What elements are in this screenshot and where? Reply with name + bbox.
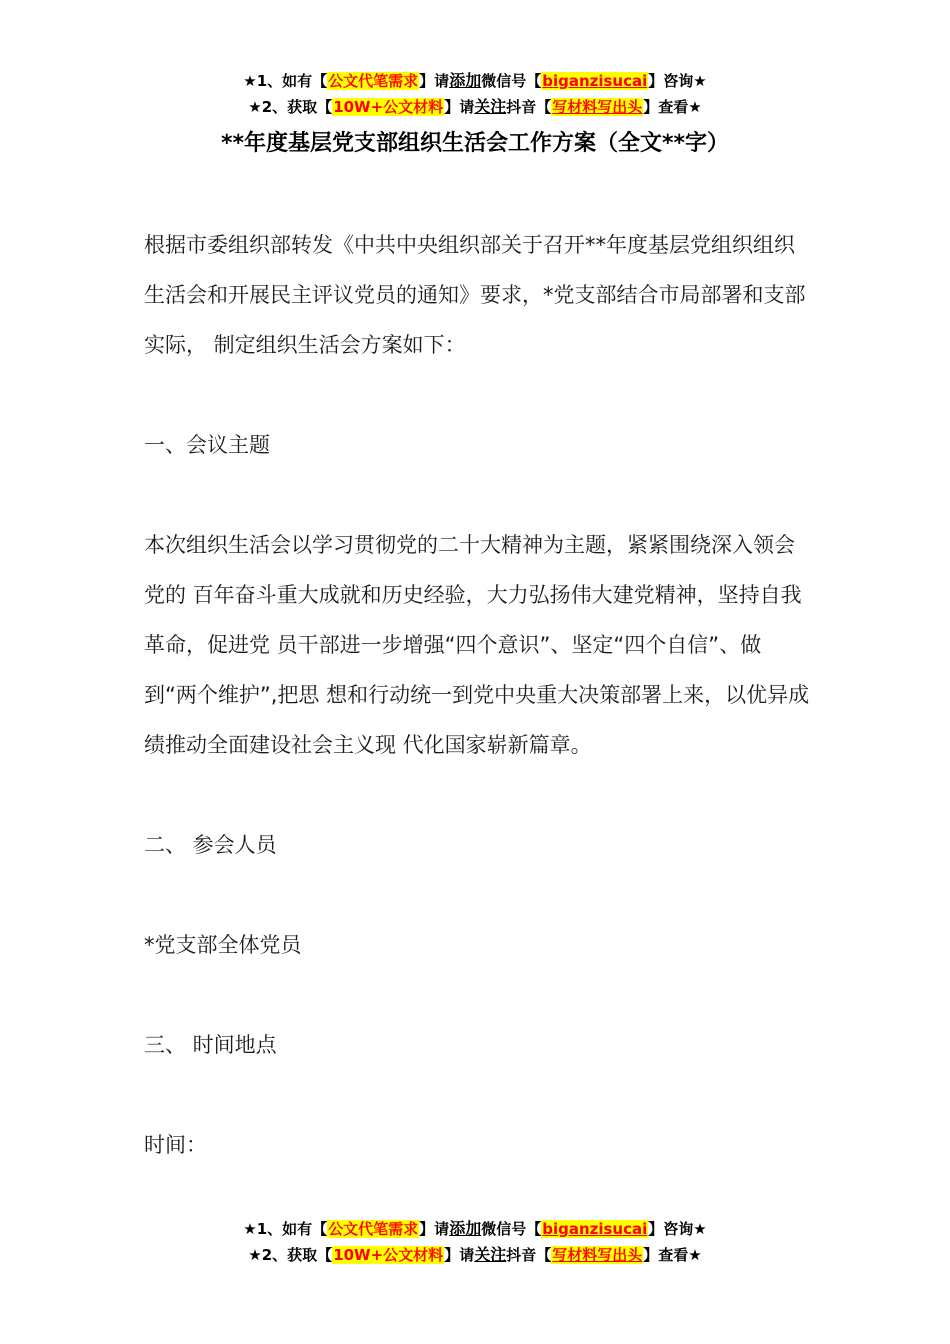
ad-emphasis: 添加 [449,71,482,90]
section-heading-attendees: 二、 参会人员 [144,833,277,857]
ad-highlight-wechat-id: biganzisucai [542,1220,648,1238]
ad-highlight-wechat-id: biganzisucai [542,72,648,90]
ad-text: ★2、获取【 [248,1246,333,1264]
ad-text: 微信号【 [481,72,542,90]
ad-highlight-service: 公文代笔需求 [328,1220,419,1238]
ad-text: 抖音【 [506,1246,552,1264]
ad-emphasis: 添加 [449,1219,482,1238]
ad-emphasis: 关注 [474,1245,507,1264]
ad-highlight-materials: 10W+公文材料 [333,1246,444,1264]
ad-text: 】咨询★ [648,72,707,90]
ad-text: ★1、如有【 [243,72,328,90]
ad-text: 】查看★ [643,1246,702,1264]
ad-highlight-materials: 10W+公文材料 [333,98,444,116]
top-ad-banner [0,68,950,120]
document-body [144,220,814,1170]
section-heading-time-place: 三、 时间地点 [144,1033,277,1057]
ad-line-1 [0,68,950,94]
ad-text: ★1、如有【 [243,1220,328,1238]
ad-text: ★2、获取【 [248,98,333,116]
ad-line-2 [0,1242,950,1268]
ad-text: 】请 [444,98,475,116]
ad-text: 】请 [444,1246,475,1264]
intro-paragraph: 根据市委组织部转发《中共中央组织部关于召开**年度基层党组织组织 生活会和开展民主评议党员的通知》要求，*党支部结合市局部署和支部实际， 制定组织生活会方案如下： [144,233,806,357]
ad-highlight-service: 公文代笔需求 [328,72,419,90]
ad-text: 】请 [419,1220,450,1238]
ad-text: 】查看★ [643,98,702,116]
attendees-paragraph: *党支部全体党员 [144,933,302,957]
ad-line-2 [0,94,950,120]
section-heading-theme: 一、会议主题 [144,433,270,457]
ad-emphasis: 关注 [474,97,507,116]
ad-line-1 [0,1216,950,1242]
ad-text: 】咨询★ [648,1220,707,1238]
ad-text: 微信号【 [481,1220,542,1238]
ad-highlight-douyin-id: 写材料写出头 [552,98,643,116]
ad-text: 抖音【 [506,98,552,116]
time-label: 时间： [144,1133,207,1157]
bottom-ad-banner [0,1216,950,1268]
theme-paragraph: 本次组织生活会以学习贯彻党的二十大精神为主题，紧紧围绕深入领会党的 百年奋斗重大成就和历史经验，大力弘扬伟大建党精神，坚持自我革命，促进党 员干部进一步增强“四个意识”、坚定“四个自信”、做到“两个维护”,把思 想和行动统一到党中央重大决策部署上来，以优异成绩推动全面建设社会主义现 代化国家崭新篇章。 [144,533,810,757]
document-title: **年度基层党支部组织生活会工作方案（全文**字） [220,131,730,156]
ad-highlight-douyin-id: 写材料写出头 [552,1246,643,1264]
ad-text: 】请 [419,72,450,90]
